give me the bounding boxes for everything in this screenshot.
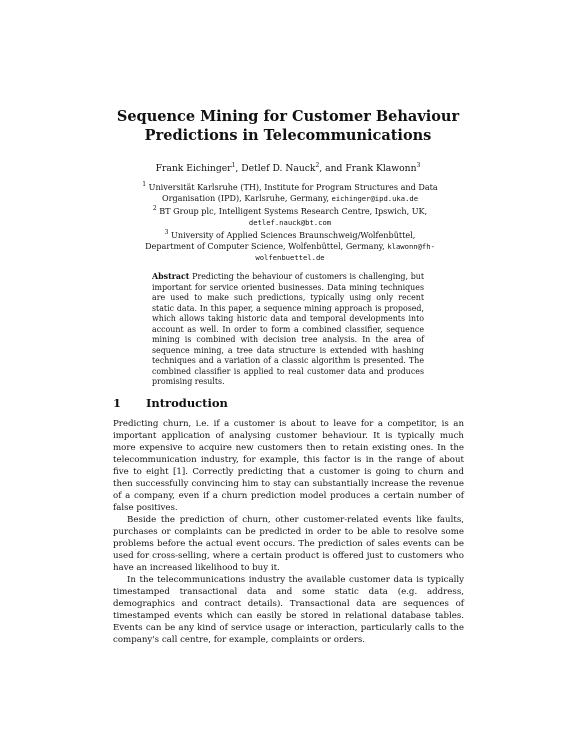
author-separator: , and bbox=[319, 163, 346, 174]
author-email: detlef.nauck@bt.com bbox=[248, 217, 332, 227]
author-mark: 2 bbox=[315, 162, 320, 169]
body-paragraph: In the telecommunications industry the available customer data is typically timestamped transactional data and some static data (e.g. address, demographics and contract details). Transactional data are sequences of timestamped events which can easily be stored in relational database tables. Events can be any kind of service usage or interaction, particularly calls to the company's call centre, for example, complaints or orders. bbox=[113, 575, 464, 645]
body-paragraph: Beside the prediction of churn, other customer-related events like faults, purchases or complaints can be predicted in order to be able to resolve some problems before the actual event occurs. The prediction of sales events can be used for cross-selling, where a certain product is offered just to customers who have an increased likelihood to buy it. bbox=[113, 515, 464, 573]
affiliation: $^3$ University of Applied Sciences Braunschweig/Wolfenbüttel, Department of Computer Science, Wolfenbüttel, Germany, klawonn@fh-wolfenbuettel.de bbox=[145, 229, 435, 262]
section-number: 1 bbox=[113, 396, 122, 410]
author-email: eichinger@ipd.uka.de bbox=[331, 193, 419, 203]
abstract-label: Abstract bbox=[152, 272, 190, 281]
author-name: Detlef D. Nauck bbox=[241, 163, 316, 174]
affiliation: $^2$ BT Group plc, Intelligent Systems Research Centre, Ipswich, UK, detlef.nauck@bt.com bbox=[152, 205, 428, 227]
abstract-text: Predicting the behaviour of customers is challenging, but important for service oriented businesses. Data mining techniques are used to make such predictions, typically using only recent static data. In this paper, a sequence mining approach is proposed, which allows taking historic data and temporal developments into account as well. In order to form a combined classifier, sequence mining is combined with decision tree analysis. In the area of sequence mining, a tree data structure is extended with hashing techniques and a variation of a classic algorithm is presented. The combined classifier is applied to real customer data and produces promising results. bbox=[152, 272, 424, 386]
section-title: Introduction bbox=[146, 396, 228, 410]
author-name: Frank Eichinger bbox=[155, 163, 232, 174]
author-mark: 3 bbox=[416, 162, 421, 169]
affiliations bbox=[140, 180, 440, 264]
author-name: Frank Klawonn bbox=[345, 163, 417, 174]
affiliation-mark: 2 bbox=[152, 205, 157, 212]
author-email: klawonn@fh-wolfenbuettel.de bbox=[255, 241, 435, 262]
section-body bbox=[113, 418, 464, 646]
affiliation-mark: 1 bbox=[142, 181, 147, 188]
title-line-2: Predictions in Telecommunications bbox=[144, 127, 432, 144]
affiliation: $^1$ Universität Karlsruhe (TH), Institute for Program Structures and Data Organisation (IPD), Karlsruhe, Germany, eichinger@ipd.uka.de bbox=[142, 181, 438, 203]
author-list bbox=[0, 160, 576, 175]
body-paragraph: Predicting churn, i.e. if a customer is about to leave for a competitor, is an important application of analysing customer behaviour. It is typically much more expensive to acquire new customers then to retain existing ones. In the telecommunication industry, for example, this factor is in the range of about five to eight [1]. Correctly predicting that a customer is going to churn and then successfully convincing him to stay can substantially increase the revenue of a company, even if a churn prediction model produces a certain number of false positives. bbox=[113, 419, 464, 513]
abstract bbox=[152, 272, 424, 388]
author-separator: , bbox=[235, 163, 242, 174]
paper-title bbox=[0, 107, 576, 145]
section-heading bbox=[113, 396, 463, 410]
author-mark: 1 bbox=[231, 162, 236, 169]
affiliation-mark: 3 bbox=[164, 229, 169, 236]
title-line-1: Sequence Mining for Customer Behaviour bbox=[116, 108, 460, 125]
